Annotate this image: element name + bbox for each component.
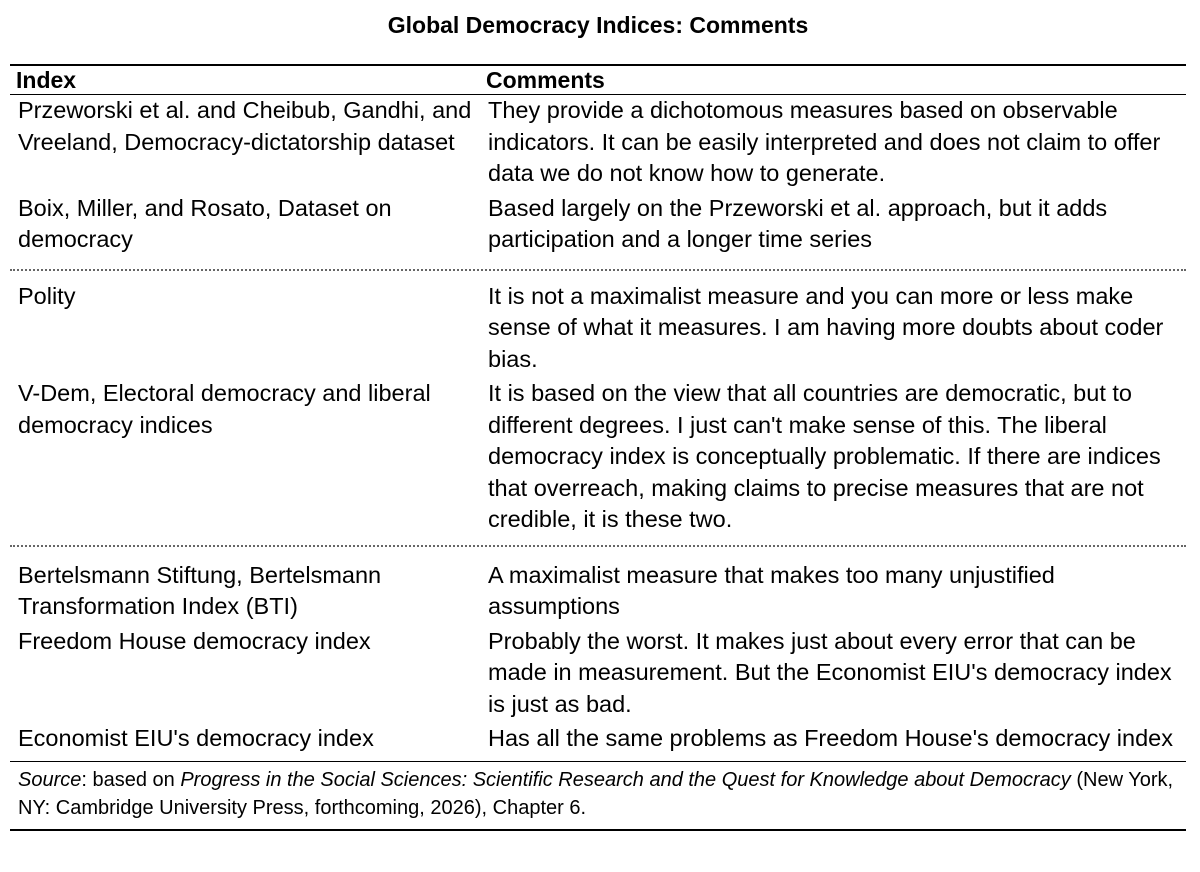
table-row	[10, 723, 1186, 755]
table-row	[10, 281, 1186, 376]
group-3	[10, 547, 1186, 755]
index-cell: Polity	[18, 282, 76, 309]
index-cell: Bertelsmann Stiftung, Bertelsmann Transformation Index (BTI)	[18, 561, 382, 619]
group-2	[10, 271, 1186, 545]
table-row	[10, 193, 1186, 256]
table-row	[10, 378, 1186, 536]
comment-cell: It is not a maximalist measure and you can more or less make sense of what it measures. I am having more doubts about coder bias.	[488, 282, 1164, 372]
source-suffix: (New York, NY: Cambridge University Press, forthcoming, 2026), Chapter 6.	[18, 768, 1174, 819]
source-prefix: : based on	[81, 768, 181, 791]
source-label: Source	[18, 768, 82, 791]
table-row	[10, 626, 1186, 721]
indices-table	[10, 64, 1186, 831]
comment-cell: Has all the same problems as Freedom House's democracy index	[488, 725, 1173, 751]
comment-cell: A maximalist measure that makes too many unjustified assumptions	[488, 561, 1055, 619]
header-comments: Comments	[486, 67, 605, 93]
table-header	[10, 64, 1186, 95]
table-row	[10, 95, 1186, 190]
source-note	[10, 761, 1186, 831]
index-cell: Przeworski et al. and Cheibub, Gandhi, and Vreeland, Democracy-dictatorship dataset	[18, 97, 472, 155]
table-row	[10, 560, 1186, 623]
comment-cell: It is based on the view that all countries are democratic, but to different degrees. I just can't make sense of this. The liberal democracy index is conceptually problematic. If there are indices that overreach, making claims to precise measures that are not credible, it is these two.	[488, 380, 1161, 532]
comment-cell: Probably the worst. It makes just about every error that can be made in measurement. But the Economist EIU's democracy index is just as bad.	[488, 627, 1172, 717]
table-title: Global Democracy Indices: Comments	[387, 12, 809, 38]
index-cell: Boix, Miller, and Rosato, Dataset on democracy	[18, 194, 392, 252]
index-cell: Freedom House democracy index	[18, 627, 371, 654]
header-index: Index	[16, 67, 77, 93]
source-book-title: Progress in the Social Sciences: Scientific Research and the Quest for Knowledge about Democracy	[180, 768, 1071, 791]
index-cell: V-Dem, Electoral democracy and liberal democracy indices	[18, 380, 431, 438]
comment-cell: Based largely on the Przeworski et al. approach, but it adds participation and a longer time series	[488, 194, 1108, 252]
index-cell: Economist EIU's democracy index	[18, 725, 374, 751]
comment-cell: They provide a dichotomous measures based on observable indicators. It can be easily interpreted and does not claim to offer data we do not know how to generate.	[488, 97, 1161, 186]
group-1	[10, 95, 1186, 256]
